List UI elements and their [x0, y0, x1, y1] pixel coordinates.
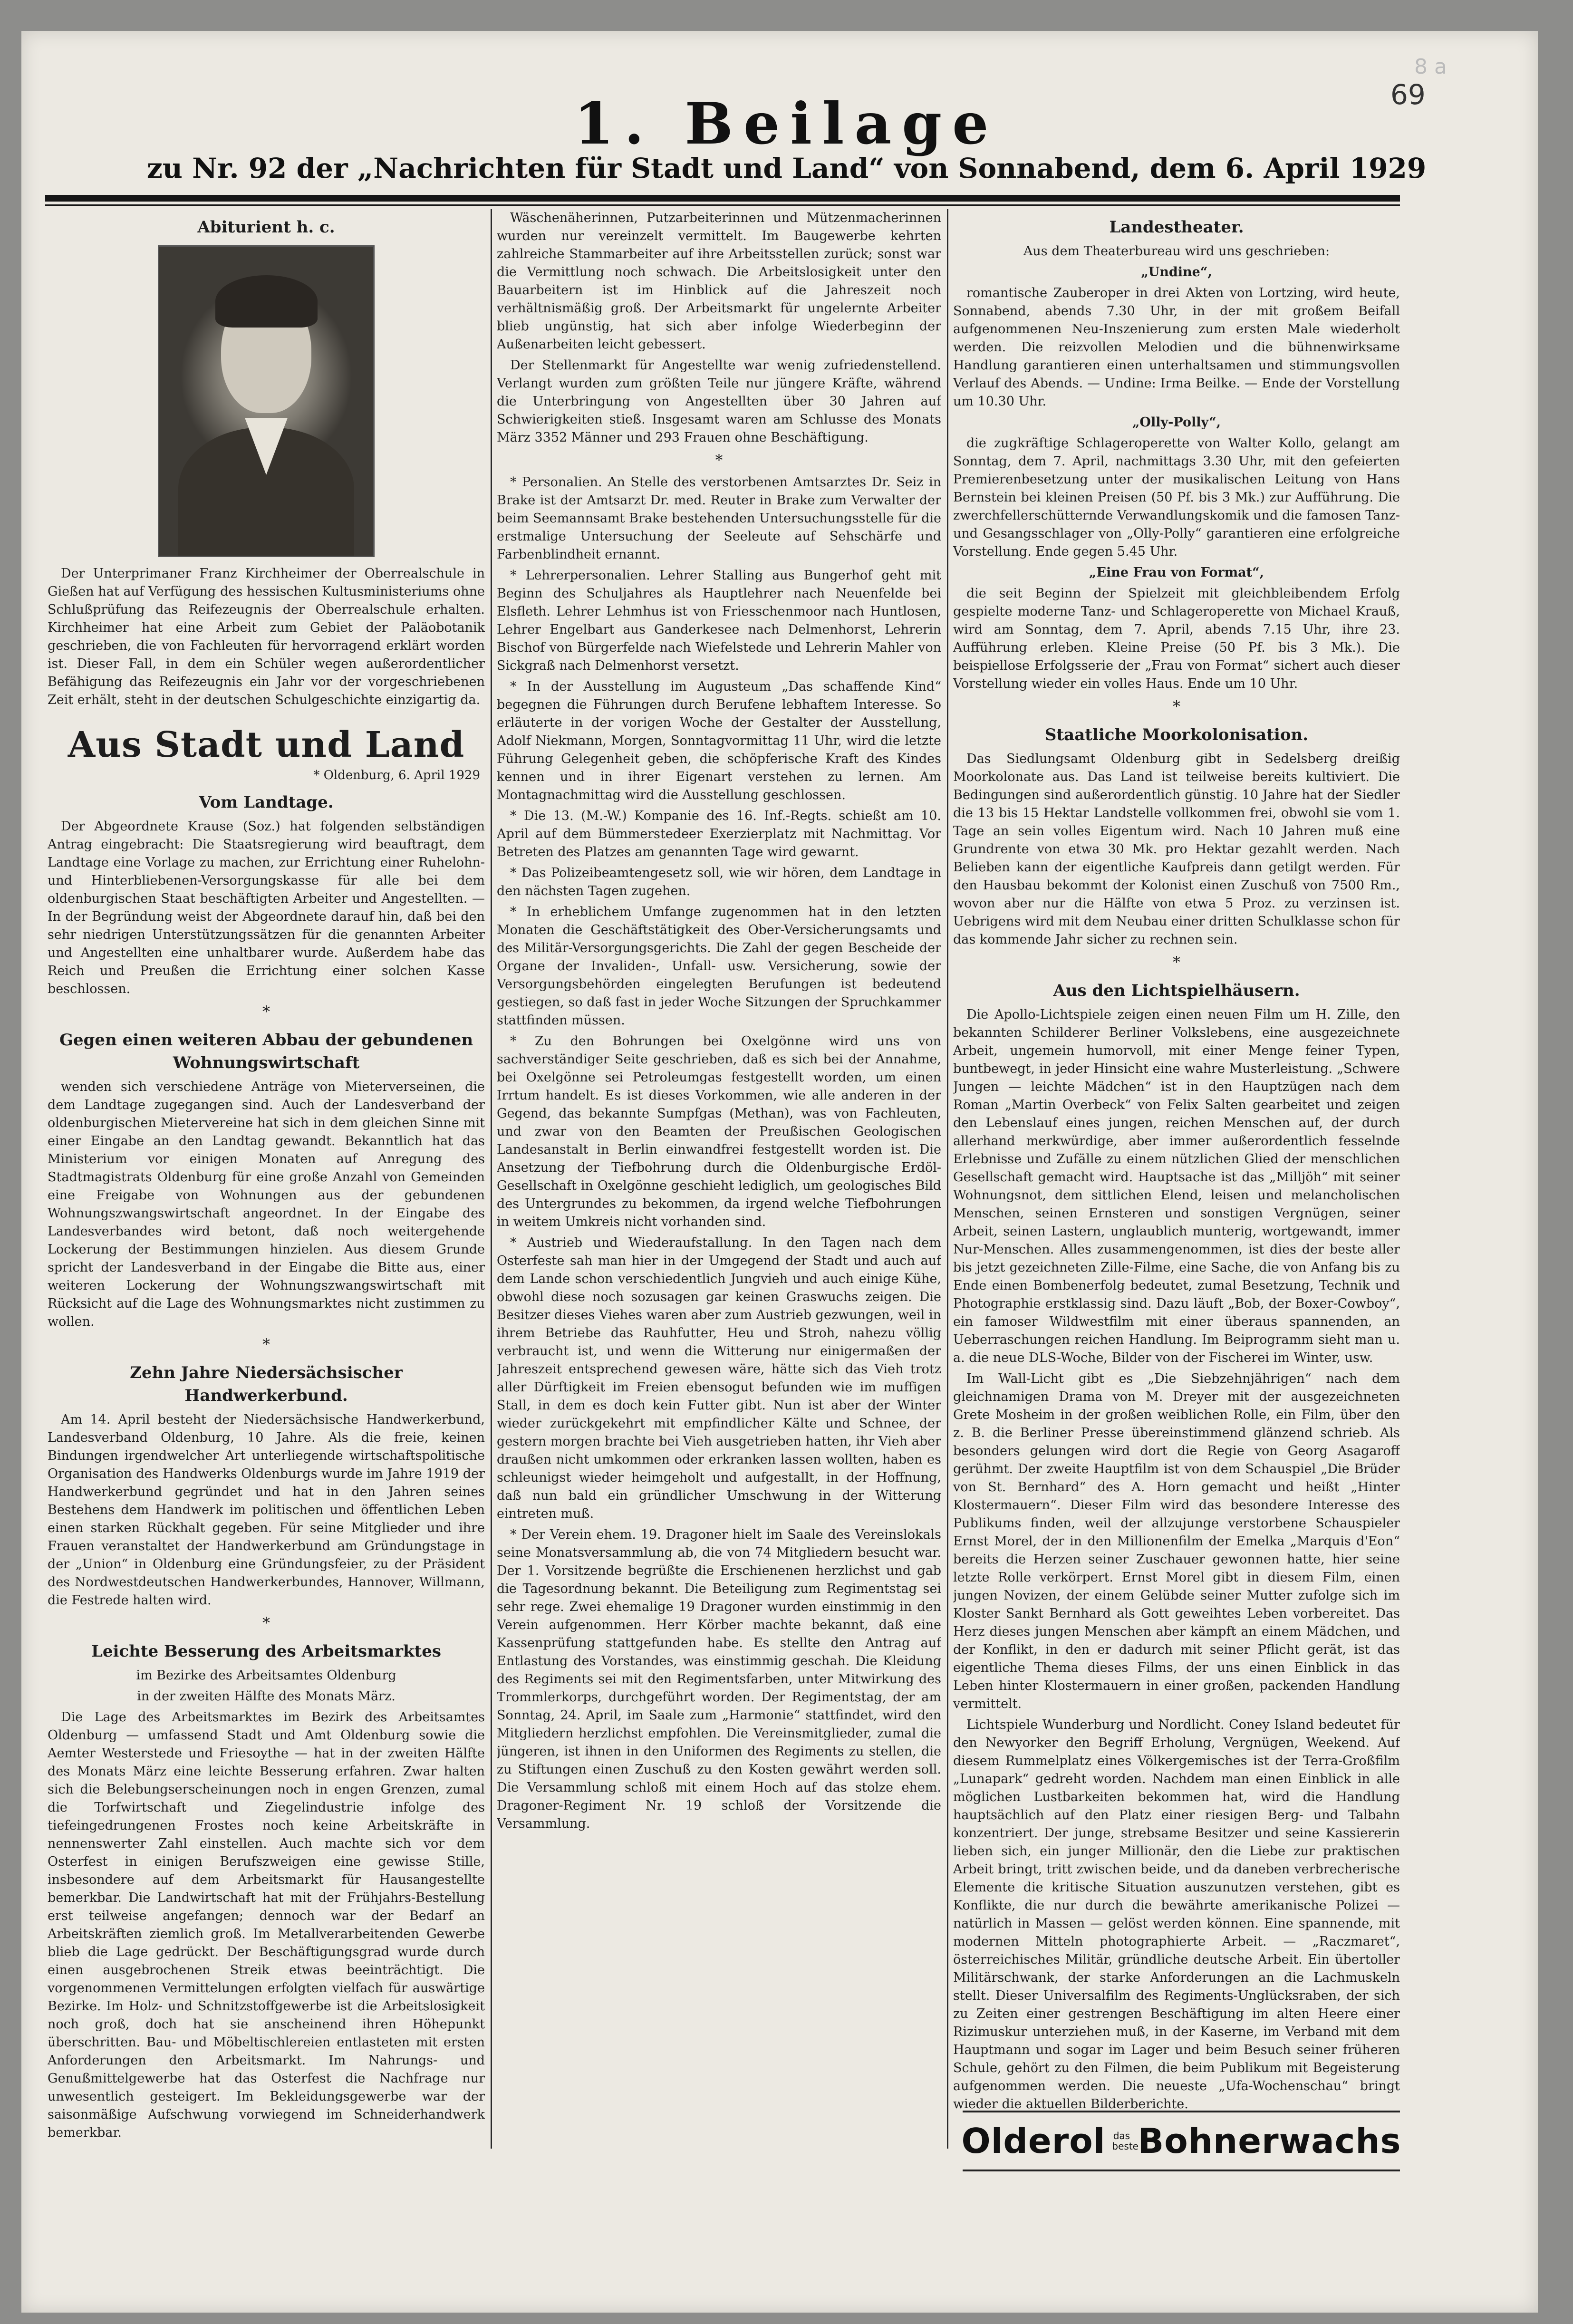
lichtspiel-headline: Aus den Lichtspielhäusern. — [1053, 981, 1300, 1000]
article-text: Die Lage des Arbeitsmarktes im Bezirk des Arbeitsamtes Oldenburg — umfassend Stadt und Amt Oldenburg sowie die Aemter Westerstede und Friesoythe — hat in der zweiten Hälfte des Monats März eine leichte Besserung erfahren. Zwar halten sich die Belebungserscheinungen noch in engen Grenzen, zumal die Torfwirtschaft und Ziegelindustrie infolge des tiefeingedrungenen Frostes noch keine Arbeitskräfte in nennenswerter Zahl einstellen. Auch machte sich vor dem Osterfest in einigen Berufszweigen eine gewisse Stille, insbesondere auf dem Arbeitsmarkt für Hausangestellte bemerkbar. Die Landwirtschaft hat mit der Frühjahrs-Bestellung erst teilweise angefangen; dennoch war der Bedarf an Arbeitskräften ziemlich groß. Im Metallverarbeitenden Gewerbe blieb die Lage gedrückt. Der Beschäftigungsgrad wurde durch einen ausgebrochenen Streik etwas beeinträchtigt. Die vorgenommenen Vermittelungen erfolgten vielfach für auswärtige Bezirke. Im Holz- und Schnitzstoffgewerbe ist die Arbeitslosigkeit noch groß, doch hat sie anscheinend ihren Höhepunkt überschritten. Bau- und Möbeltischlereien entlasteten mit ersten Anforderungen den Arbeitsmarkt. Im Nahrungs- und Genußmittelgewerbe hat das Osterfest die Nachfrage nur unwesentlich gesteigert. Im Bekleidungsgewerbe war der saisonmäßige Aufschwung vorwiegend im Schneiderhandwerk bemerkbar. — [48, 1710, 485, 2140]
masthead-rule-thick — [45, 195, 1400, 202]
news-item: * In der Ausstellung im Augusteum „Das schaffende Kind“ begegnen die Führungen durch Berufene lebhaftem Interesse. So erläuterte in der vorigen Woche der Gestalter der Ausstellung, Adolf Niekmann, Morgen, Sonntagvormittag 11 Uhr, wird die letzte Führung Gelegenheit geben, die schöpferische Kraft des Kindes kennen und in ihrer Eigenart verstehen zu lernen. Am Montagnachmittag wird die Ausstellung geschlossen. — [497, 679, 941, 802]
theater-headline: Landestheater. — [1109, 218, 1244, 237]
column-divider — [491, 209, 492, 2149]
article-text: die zugkräftige Schlageroperette von Walter Kollo, gelangt am Sonntag, dem 7. April, nachmittags 3.30 Uhr, mit den gefeierten Premierenbesetzung unter der musikalischen Leitung von Hans Bernstein bei kleinen Preisen (50 Pf. bis 3 Mk.) zur Aufführung. Die zwerchfellerschütternde Verwandlungskomik und die famosen Tanz- und Gesangsschlager von „Olly-Polly“ garantieren eine erfolgreiche Vorstellung. Ende gegen 5.45 Uhr. — [953, 436, 1400, 559]
article-text: wenden sich verschiedene Anträge von Mieterverseinen, die dem Landtage zugegangen sind. Auch der Landesverband der oldenburgischen Mietervereine hat sich in dem gleichen Sinne mit einer Eingabe an den Landtag gewandt. Bekanntlich hat das Ministerium vor einigen Monaten auf Anregung des Stadtmagistrats Oldenburg für eine große Anzahl von Gemeinden eine Freigabe von Wohnungen aus der gebundenen Wohnungszwangswirtschaft angeordnet. In der Eingabe des Landesverbandes wird betont, daß noch weitergehende Lockerung der Bestimmungen hinzielen. Aus diesem Grunde spricht der Landesverband in der Eingabe die Bitte aus, einer weiteren Lockerung der Wohnungszwangswirtschaft mit Rücksicht auf die Lage des Wohnungsmarktes nicht zustimmen zu wollen. — [48, 1080, 485, 1329]
ad-brand: Olderol — [961, 2121, 1106, 2161]
article-text: Der Abgeordnete Krause (Soz.) hat folgenden selbständigen Antrag eingebracht: Die Staatsregierung wird beauftragt, dem Landtage eine Vorlage zu machen, zur Errichtung einer Ruhelohn- und Hinterbliebenen-Versorgungskasse für alle bei dem oldenburgischen Staat beschäftigten Arbeiter und Angestellten. — In der Begründung weist der Abgeordnete darauf hin, daß bei den sehr niedrigen Unterstützungssätzen für die genannten Arbeiter und Angestellten eine unhaltbarer wurde. Außerdem habe das Reich und Preußen die Errichtung einer solchen Kasse beschlossen. — [48, 819, 485, 996]
arbeitsmarkt-subhead: in der zweiten Hälfte des Monats März. — [137, 1689, 396, 1704]
theater-intro: Aus dem Theaterbureau wird uns geschrieben: — [1023, 244, 1330, 259]
news-item: * Personalien. An Stelle des verstorbenen Amtsarztes Dr. Seiz in Brake ist der Amtsarzt Dr. med. Reuter in Brake zum Verwalter der beim Seemannsamt Brake bestehenden Untersuchungsstelle für die erstmalige Untersuchung der Seeleute auf Sehschärfe und Farbenblindheit ernannt. — [497, 475, 941, 562]
ad-tagline: das beste — [1112, 2130, 1139, 2152]
play-title: „Eine Frau von Format“, — [1089, 565, 1264, 580]
play-title: „Olly-Polly“, — [1132, 415, 1221, 430]
dateline: * Oldenburg, 6. April 1929 — [313, 768, 480, 782]
masthead-rule-thin — [45, 204, 1400, 206]
moor-headline: Staatliche Moorkolonisation. — [1044, 725, 1309, 744]
separator-star: * — [1173, 697, 1180, 715]
handwerk-headline: Zehn Jahre Niedersächsischer Handwerkerbund. — [130, 1363, 403, 1405]
ad-product: Bohnerwachs — [1138, 2121, 1401, 2161]
supplement-subtitle: zu Nr. 92 der „Nachrichten für Stadt und Land“ von Sonnabend, dem 6. April 1929 — [146, 152, 1427, 184]
separator-star: * — [1173, 953, 1180, 971]
landtag-headline: Vom Landtage. — [199, 793, 334, 812]
column-divider — [947, 209, 948, 2149]
article-text: Am 14. April besteht der Niedersächsische Handwerkerbund, Landesverband Oldenburg, 10 Jahre. Als die freie, keinen Bindungen irgendwelcher Art unterliegende wirtschaftspolitische Organisation des Handwerks Oldenburgs wurde im Jahre 1919 der Handwerkerbund gegründet und hat in den Jahren seines Bestehens dem Handwerk im politischen und öffentlichen Leben einen starken Rückhalt gegeben. Für seine Mitglieder und ihre Frauen veranstaltet der Handwerkerbund am Gründungstage in der „Union“ in Oldenburg eine Gründungsfeier, zu der Präsident des Nordwestdeutschen Handwerkerbundes, Hannover, Willmann, die Festrede halten wird. — [48, 1412, 485, 1608]
news-item: * Zu den Bohrungen bei Oxelgönne wird uns von sachverständiger Seite geschrieben, daß es sich bei der Annahme, bei Oxelgönne sei Petroleumgas festgestellt worden, um einen Irrtum handelt. Es ist dieses Vorkommen, wie alle anderen in der Gegend, das bekannte Sumpfgas (Methan), was von Fachleuten, und zwar von den Beamten der Preußischen Geologischen Landesanstalt in Berlin einwandfrei festgestellt worden ist. Die Ansetzung der Tiefbohrung durch die Oldenburgische Erdöl-Gesellschaft in Oxelgönne geschieht lediglich, um geologisches Bild des Untergrundes zu bekommen, da irgend welche Tiefbohrungen in weitem Umkreis nicht vorhanden sind. — [497, 1034, 941, 1229]
supplement-title: 1. Beilage — [574, 90, 999, 157]
corner-mark: 8 a — [1414, 55, 1447, 79]
news-item: * Die 13. (M.-W.) Kompanie des 16. Inf.-Regts. schießt am 10. April auf dem Bümmerstedeer Exerzierplatz mit Nachmittag. Vor Betreten des Platzes am genannten Tage wird gewarnt. — [497, 809, 941, 859]
article-text: Die Apollo-Lichtspiele zeigen einen neuen Film um H. Zille, den bekannten Schilderer Berliner Volkslebens, eine ausgezeichnete Arbeit, ungemein humorvoll, mit einer Menge feiner Typen, buntbewegt, in jeder Hinsicht eine wahre Musterleistung. „Schwere Jungen — leichte Mädchen“ ist in den Hauptzügen nach dem Roman „Martin Overbeck“ von Felix Salten gearbeitet und zeigen den Lebenslauf eines jungen, reichen Menschen auf, der durch allerhand merkwürdige, aber immer außerordentlich fesselnde Erlebnisse und Zufälle zu einem nützlichen Glied der menschlichen Gesellschaft gemacht wird. Hauptsache ist das „Milljöh“ mit seiner Wohnungsnot, dem sittlichen Elend, leisen und melancholischen Menschen, seinen Ernsteren und sonstigen Vergnügen, seiner Arbeit, seinen Lastern, unglaublich munterig, wortgewandt, immer Nur-Menschen. Alles zusammengenommen, ist dies der beste aller bis jetzt gezeichneten Zille-Filme, eine Sache, die von Anfang bis zu Ende einen Bombenerfolg bedeutet, zumal Besetzung, Technik und Photographie erstklassig sind. Dazu läuft „Bob, der Boxer-Cowboy“, ein famoser Wildwestfilm mit einer überaus spannenden, an Ueberraschungen reichen Handlung. Im Beiprogramm sieht man u. a. die neue DLS-Woche, Bilder von der Fischerei im Winter, usw. — [953, 1007, 1400, 1365]
column-2 — [497, 209, 941, 2187]
separator-star: * — [262, 1335, 270, 1353]
section-headline: Aus Stadt und Land — [68, 724, 465, 765]
abiturient-headline: Abiturient h. c. — [197, 218, 335, 237]
portrait-photo — [158, 245, 375, 557]
article-text: Der Stellenmarkt für Angestellte war wenig zufriedenstellend. Verlangt wurden zum größten Teile nur jüngere Kräfte, während die Unterbringung von Angestellten über 30 Jahren auf Schwierigkeiten stieß. Insgesamt waren am Schlusse des Monats März 3352 Männer und 293 Frauen ohne Beschäftigung. — [497, 358, 941, 445]
article-text: romantische Zauberoper in drei Akten von Lortzing, wird heute, Sonnabend, abends 7.30 Uhr, in der mit großem Beifall aufgenommenen Neu-Inszenierung zum ersten Male wiederholt werden. Die reizvollen Melodien und die bühnenwirksame Handlung garantieren einen unterhaltsamen und stimmungsvollen Verlauf des Abends. — Undine: Irma Beilke. — Ende der Vorstellung um 10.30 Uhr. — [953, 286, 1400, 409]
column-3 — [953, 209, 1400, 2187]
news-item: * Das Polizeibeamtengesetz soll, wie wir hören, dem Landtage in den nächsten Tagen zugehen. — [497, 866, 941, 898]
news-item: * Austrieb und Wiederaufstallung. In den Tagen nach dem Osterfeste sah man hier in der Umgegend der Stadt und auch auf dem Lande schon verschiedentlich Jungvieh und auch einige Kühe, obwohl diese noch sozusagen gar keinen Graswuchs zeigen. Die Besitzer dieses Viehes waren aber zum Austrieb gezwungen, weil in ihrem Betriebe das Rauhfutter, Heu und Stroh, nahezu völlig verbraucht ist, und wenn die Witterung nur einigermaßen der Jahreszeit entsprechend gewesen wäre, hätte sich das Vieh trotz aller Dürftigkeit im Freien ebensogut befunden wie im muffigen Stall, in dem es doch kein Futter gibt. Nun ist aber der Winter wieder zurückgekehrt mit empfindlicher Kälte und Schnee, der gestern morgen brachte bei Vieh ausgetrieben hatten, ihr Vieh aber draußen nicht umkommen oder erkranken lassen wollten, haben es schleunigst wieder heimgeholt und aufgestallt, in der Hoffnung, daß nun bald ein gründlicher Umschwung in der Witterung eintreten muß. — [497, 1235, 941, 1521]
article-text: Im Wall-Licht gibt es „Die Siebzehnjährigen“ nach dem gleichnamigen Drama von M. Dreyer mit der ausgezeichneten Grete Mosheim in der großen weiblichen Rolle, ein Film, über den z. B. die Berliner Presse übereinstimmend glänzend schrieb. Als besonders gelungen wird dort die Regie von Georg Asagaroff gerühmt. Der zweite Hauptfilm ist von dem Schauspiel „Die Brüder von St. Bernhard“ des A. Horn gemacht und heißt „Hinter Klostermauern“. Dieser Film wird das besondere Interesse des Publikums finden, weil der allzujunge verstorbene Schauspieler Ernst Morel, der in den Millionenfilm der Emelka „Marquis d'Eon“ bereits die Herzen seiner Zuschauer gewonnen hatte, hier seine letzte Rolle verkörpert. Ernst Morel gibt in diesem Film, einen jungen Novizen, der einem Gelübde seiner Mutter zufolge sich im Kloster Sankt Bernhard als Gott geweihtes Leben vorbereitet. Das Herz dieses jungen Menschen aber kämpft an einem Mädchen, und der Konflikt, in den er dadurch mit seiner Pflicht gerät, ist das eigentliche Thema dieses Films, der uns einen Einblick in das Leben hinter Klostermauern in einer großen, packenden Handlung vermittelt. — [953, 1371, 1400, 1711]
portrait-hair — [215, 275, 318, 328]
arbeitsmarkt-subhead: im Bezirke des Arbeitsamtes Oldenburg — [136, 1668, 396, 1683]
advertisement — [963, 2111, 1400, 2171]
abbau-headline: Gegen einen weiteren Abbau der gebundenen Wohnungswirtschaft — [59, 1031, 473, 1072]
play-title: „Undine“, — [1141, 265, 1212, 280]
separator-star: * — [262, 1003, 270, 1021]
news-item: * Der Verein ehem. 19. Dragoner hielt im Saale des Vereinslokals seine Monatsversammlung ab, die von 74 Mitgliedern besucht war. Der 1. Vorsitzende begrüßte die Erschienenen herzlichst und gab die Tagesordnung bekannt. Die Beteiligung zum Regimentstag sei sehr rege. Zwei ehemalige 19 Dragoner wurden einstimmig in den Verein aufgenommen. Herr Körber machte bekannt, daß eine Kassenprüfung stattgefunden habe. Es stellte den Antrag auf Entlastung des Vorstandes, was einstimmig geschah. Die Kleidung des Regiments sei mit den Regimentsfarben, unter Mitwirkung des Trommlerkorps, durchgeführt worden. Der Regimentstag, der am Sonntag, 24. April, im Saale zum „Harmonie“ stattfindet, wird den Mitgliedern herzlichst empfohlen. Die Vereinsmitglieder, zumal die jüngeren, ist ihnen in den Uniformen des Regiments zu stellen, die zu Stiftungen einen Zuschuß zu den Kosten gewährt werden soll. Die Versammlung schloß mit einem Hoch auf das stolze ehem. Dragoner-Regiment Nr. 19 schloß der Vorsitzende die Versammlung. — [497, 1527, 941, 1831]
article-text: die seit Beginn der Spielzeit mit gleichbleibendem Erfolg gespielte moderne Tanz- und Schlageroperette von Michael Krauß, wird am Sonntag, dem 7. April, abends 7.15 Uhr, ihre 23. Aufführung erleben. Kleine Preise (50 Pf. bis 3 Mk.). Die beispiellose Erfolgsserie der „Frau von Format“ sichert auch dieser Vorstellung wieder ein volles Haus. Ende um 10 Uhr. — [953, 586, 1400, 691]
news-item: * In erheblichem Umfange zugenommen hat in den letzten Monaten die Geschäftstätigkeit des Ober-Versicherungsamts und des Militär-Versorgungsgerichts. Die Zahl der gegen Bescheide der Organe der Invaliden-, Unfall- usw. Versicherung, sowie der Versorgungsbehörden eingelegten Berufungen ist bedeutend gestiegen, so daß fast in jeder Woche Sitzungen der Spruchkammer stattfinden müssen. — [497, 905, 941, 1028]
article-text: Das Siedlungsamt Oldenburg gibt in Sedelsberg dreißig Moorkolonate aus. Das Land ist teilweise bereits kultiviert. Die Bedingungen sind außerordentlich günstig. 10 Jahre hat der Siedler die 13 bis 15 Hektar Landstelle vollkommen frei, obwohl sie vom 1. Tage an sein volles Eigentum wird. Nach 10 Jahren muß eine Grundrente von etwa 30 Mk. pro Hektar gezahlt werden. Nach Belieben kann der eigentliche Kaufpreis dann getilgt werden. Für den Hausbau bekommt der Kolonist einen Zuschuß von 7500 Rm., wovon aber nur die Hälfte von etwa 5 Proz. zu verzinsen ist. Uebrigens wird mit dem Neubau einer dritten Schulklasse schon für das kommende Jahr sicher zu rechnen sein. — [953, 752, 1400, 947]
column-1 — [48, 209, 485, 2187]
photo-caption: Der Unterprimaner Franz Kirchheimer der Oberrealschule in Gießen hat auf Verfügung des hessischen Kultusministeriums ohne Schlußprüfung das Reifezeugnis der Oberrealschule erhalten. Kirchheimer hat eine Arbeit zum Gebiet der Paläobotanik geschrieben, die von Fachleuten für hervorragend erklärt worden ist. Dieser Fall, in dem ein Schüler wegen außerordentlicher Befähigung das Reifezeugnis ein Jahr vor der vorgeschriebenen Zeit erhält, steht in der deutschen Schulgeschichte einzigartig da. — [48, 566, 485, 707]
arbeitsmarkt-headline: Leichte Besserung des Arbeitsmarktes — [91, 1642, 442, 1661]
article-text: Wäschenäherinnen, Putzarbeiterinnen und Mützenmacherinnen wurden nur vereinzelt vermittelt. Im Baugewerbe kehrten zahlreiche Stammarbeiter auf ihre Arbeitsstellen zurück; sonst war die Vermittlung noch schwach. Die Arbeitslosigkeit unter den Bauarbeitern ist im Hinblick auf die Jahreszeit noch verhältnismäßig groß. Der Arbeitsmarkt für ungelernte Arbeiter blieb ungünstig, hat sich aber infolge Wiederbeginn der Außenarbeiten leicht gebessert. — [497, 211, 941, 352]
separator-star: * — [262, 1614, 270, 1632]
page-number: 69 — [1390, 78, 1426, 111]
article-text: Lichtspiele Wunderburg und Nordlicht. Coney Island bedeutet für den Newyorker den Begriff Erholung, Vergnügen, Weekend. Auf diesem Rummelplatz eines Völkergemisches ist der Terra-Großfilm „Lunapark“ gedreht worden. Nachdem man einen Einblick in alle möglichen Lustbarkeiten bekommen hat, wird die Handlung hauptsächlich auf den Platz einer riesigen Berg- und Talbahn konzentriert. Der junge, strebsame Besitzer und seine Kassiererin lieben sich, ein junger Millionär, den die Liebe zur praktischen Arbeit bringt, tritt zwischen beide, und da daneben verbrecherische Elemente die kritische Situation auszunutzen verstehen, gibt es Konflikte, die nur durch die bewährte amerikanische Polizei — natürlich in Massen — gelöst werden können. Eine spannende, mit modernen Mitteln photographierte Arbeit. — „Raczmaret“, österreichisches Militär, gründliche deutsche Arbeit. Ein übertoller Militärschwank, der starke Anforderungen an die Lachmuskeln stellt. Dieser Universalfilm des Regiments-Unglücksraben, der sich zu Zeiten einer gestrengen Beschäftigung im alten Heere einer Rizimuskur unterziehen muß, in der Kaserne, im Verband mit dem Hauptmann und sogar im Lager und beim Besuch seiner früheren Schule, gehört zu den Filmen, die beim Publikum mit Begeisterung aufgenommen werden. Die neueste „Ufa-Wochenschau“ bringt wieder die aktuellen Bilderberichte. — [953, 1717, 1400, 2112]
separator-star: * — [715, 451, 723, 469]
news-item: * Lehrerpersonalien. Lehrer Stalling aus Bungerhof geht mit Beginn des Schuljahres als Hauptlehrer nach Neuenfelde bei Elsfleth. Lehrer Lehmhus ist von Friesschenmoor nach Huntlosen, Lehrer Engelbart aus Ganderkesee nach Delmenhorst, Lehrerin Bischof von Bürgerfelde nach Wiefelstede und Lehrerin Mahler von Sickgraß nach Delmenhorst versetzt. — [497, 568, 941, 673]
